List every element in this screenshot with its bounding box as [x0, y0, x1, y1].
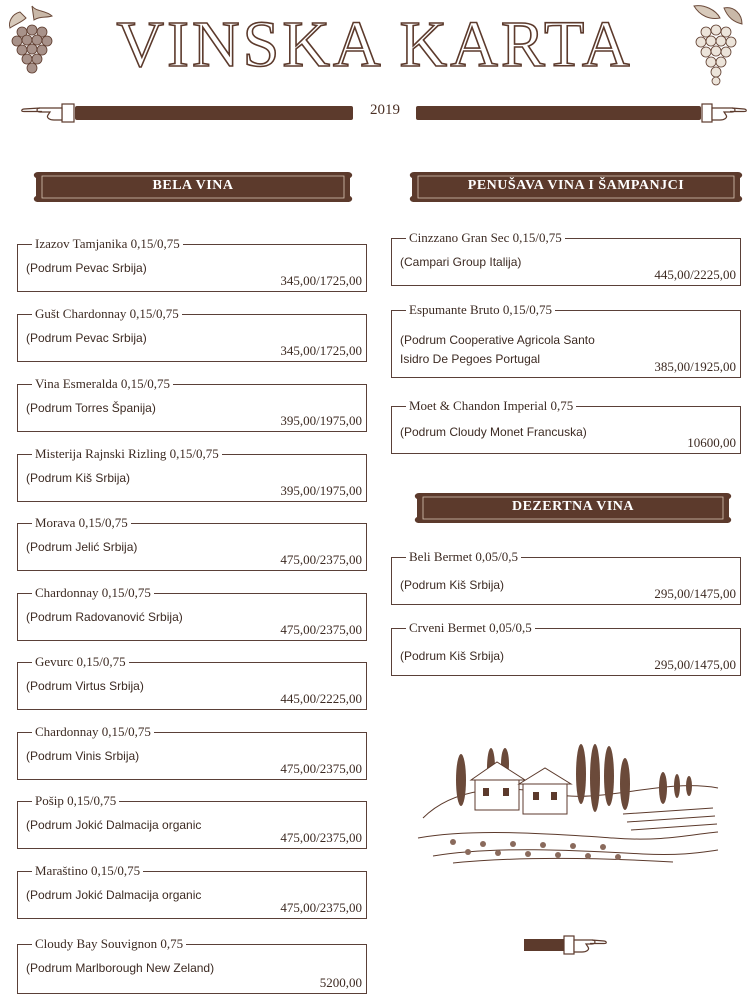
wine-name: Gevurc 0,15/0,75 [32, 653, 129, 671]
section-banner-dezertna [413, 489, 733, 527]
list-item [17, 654, 367, 710]
list-item [17, 863, 367, 919]
wine-price: 475,00/2375,00 [280, 622, 362, 637]
wine-name: Moet & Chandon Imperial 0,75 [406, 397, 576, 415]
wine-name: Chardonnay 0,15/0,75 [32, 723, 154, 741]
wine-name: Pošip 0,15/0,75 [32, 792, 119, 810]
wine-price: 475,00/2375,00 [280, 830, 362, 845]
list-item [391, 549, 741, 605]
wine-producer: (Podrum Kiš Srbija) [400, 578, 505, 592]
year-bar-right [416, 106, 701, 120]
wine-producer: (Podrum Virtus Srbija) [26, 679, 144, 693]
wine-name: Beli Bermet 0,05/0,5 [406, 548, 521, 566]
wine-producer: (Podrum Cooperative Agricola Santo [400, 333, 595, 347]
wine-producer: (Podrum Vinis Srbija) [26, 749, 140, 763]
list-item [17, 936, 367, 994]
wine-price: 295,00/1475,00 [654, 586, 736, 601]
wine-name: Cinzzano Gran Sec 0,15/0,75 [406, 229, 565, 247]
list-item [17, 515, 367, 571]
wine-name: Gušt Chardonnay 0,15/0,75 [32, 305, 182, 323]
list-item [391, 620, 741, 676]
wine-producer: (Podrum Pevac Srbija) [26, 261, 147, 275]
wine-producer: (Podrum Jokić Dalmacija organic [26, 888, 202, 902]
wine-name: Maraštino 0,15/0,75 [32, 862, 143, 880]
wine-name: Chardonnay 0,15/0,75 [32, 584, 154, 602]
pointing-hand-icon [524, 934, 608, 956]
list-item [391, 398, 741, 454]
wine-price: 475,00/2375,00 [280, 761, 362, 776]
village-illustration [413, 738, 723, 868]
list-item [17, 724, 367, 780]
wine-price: 10600,00 [687, 435, 736, 450]
wine-producer: (Podrum Kiš Srbija) [26, 471, 131, 485]
list-item [17, 446, 367, 502]
wine-name: Izazov Tamjanika 0,15/0,75 [32, 235, 183, 253]
wine-producer: (Podrum Radovanović Srbija) [26, 610, 183, 624]
wine-price: 475,00/2375,00 [280, 900, 362, 915]
wine-name: Cloudy Bay Souvignon 0,75 [32, 935, 186, 953]
wine-price: 295,00/1475,00 [654, 657, 736, 672]
wine-producer: (Podrum Torres Španija) [26, 401, 156, 415]
wine-price: 475,00/2375,00 [280, 552, 362, 567]
wine-name: Misterija Rajnski Rizling 0,15/0,75 [32, 445, 222, 463]
list-item [391, 230, 741, 286]
wine-price: 445,00/2225,00 [654, 267, 736, 282]
wine-price: 395,00/1975,00 [280, 413, 362, 428]
list-item [391, 302, 741, 378]
page-title: VINSKA KARTA [116, 8, 633, 81]
year-bar-left [75, 106, 353, 120]
wine-name: Crveni Bermet 0,05/0,5 [406, 619, 535, 637]
wine-price: 395,00/1975,00 [280, 483, 362, 498]
section-title-dezertna: DEZERTNA VINA [511, 499, 635, 514]
wine-price: 445,00/2225,00 [280, 691, 362, 706]
wine-producer: (Podrum Cloudy Monet Francuska) [400, 425, 587, 439]
section-banner-penusava [408, 168, 744, 206]
wine-producer: (Podrum Jelić Srbija) [26, 540, 138, 554]
pointing-hand-icon [700, 102, 748, 124]
section-title-penusava: PENUŠAVA VINA I ŠAMPANJCI [467, 178, 685, 193]
list-item [17, 306, 367, 362]
wine-producer: (Podrum Marlborough New Zeland) [26, 961, 215, 975]
wine-producer: (Podrum Pevac Srbija) [26, 331, 147, 345]
pointing-hand-icon [20, 102, 76, 124]
wine-name: Morava 0,15/0,75 [32, 514, 131, 532]
grapes-icon [2, 2, 62, 82]
wine-producer: (Campari Group Italija) [400, 255, 522, 269]
grapes-icon [684, 2, 746, 88]
list-item [17, 585, 367, 641]
wine-name: Espumante Bruto 0,15/0,75 [406, 301, 555, 319]
wine-producer: (Podrum Jokić Dalmacija organic [26, 818, 202, 832]
section-banner-bela [32, 168, 354, 206]
wine-price: 385,00/1925,00 [654, 359, 736, 374]
wine-price: 345,00/1725,00 [280, 343, 362, 358]
list-item [17, 376, 367, 432]
year-label: 2019 [370, 102, 400, 118]
list-item [17, 236, 367, 292]
list-item [17, 793, 367, 849]
wine-producer: (Podrum Kiš Srbija) [400, 649, 505, 663]
section-title-bela: BELA VINA [152, 178, 234, 193]
wine-price: 5200,00 [319, 975, 362, 990]
wine-name: Vina Esmeralda 0,15/0,75 [32, 375, 173, 393]
wine-price: 345,00/1725,00 [280, 273, 362, 288]
wine-producer-line2: Isidro De Pegoes Portugal [400, 352, 541, 366]
